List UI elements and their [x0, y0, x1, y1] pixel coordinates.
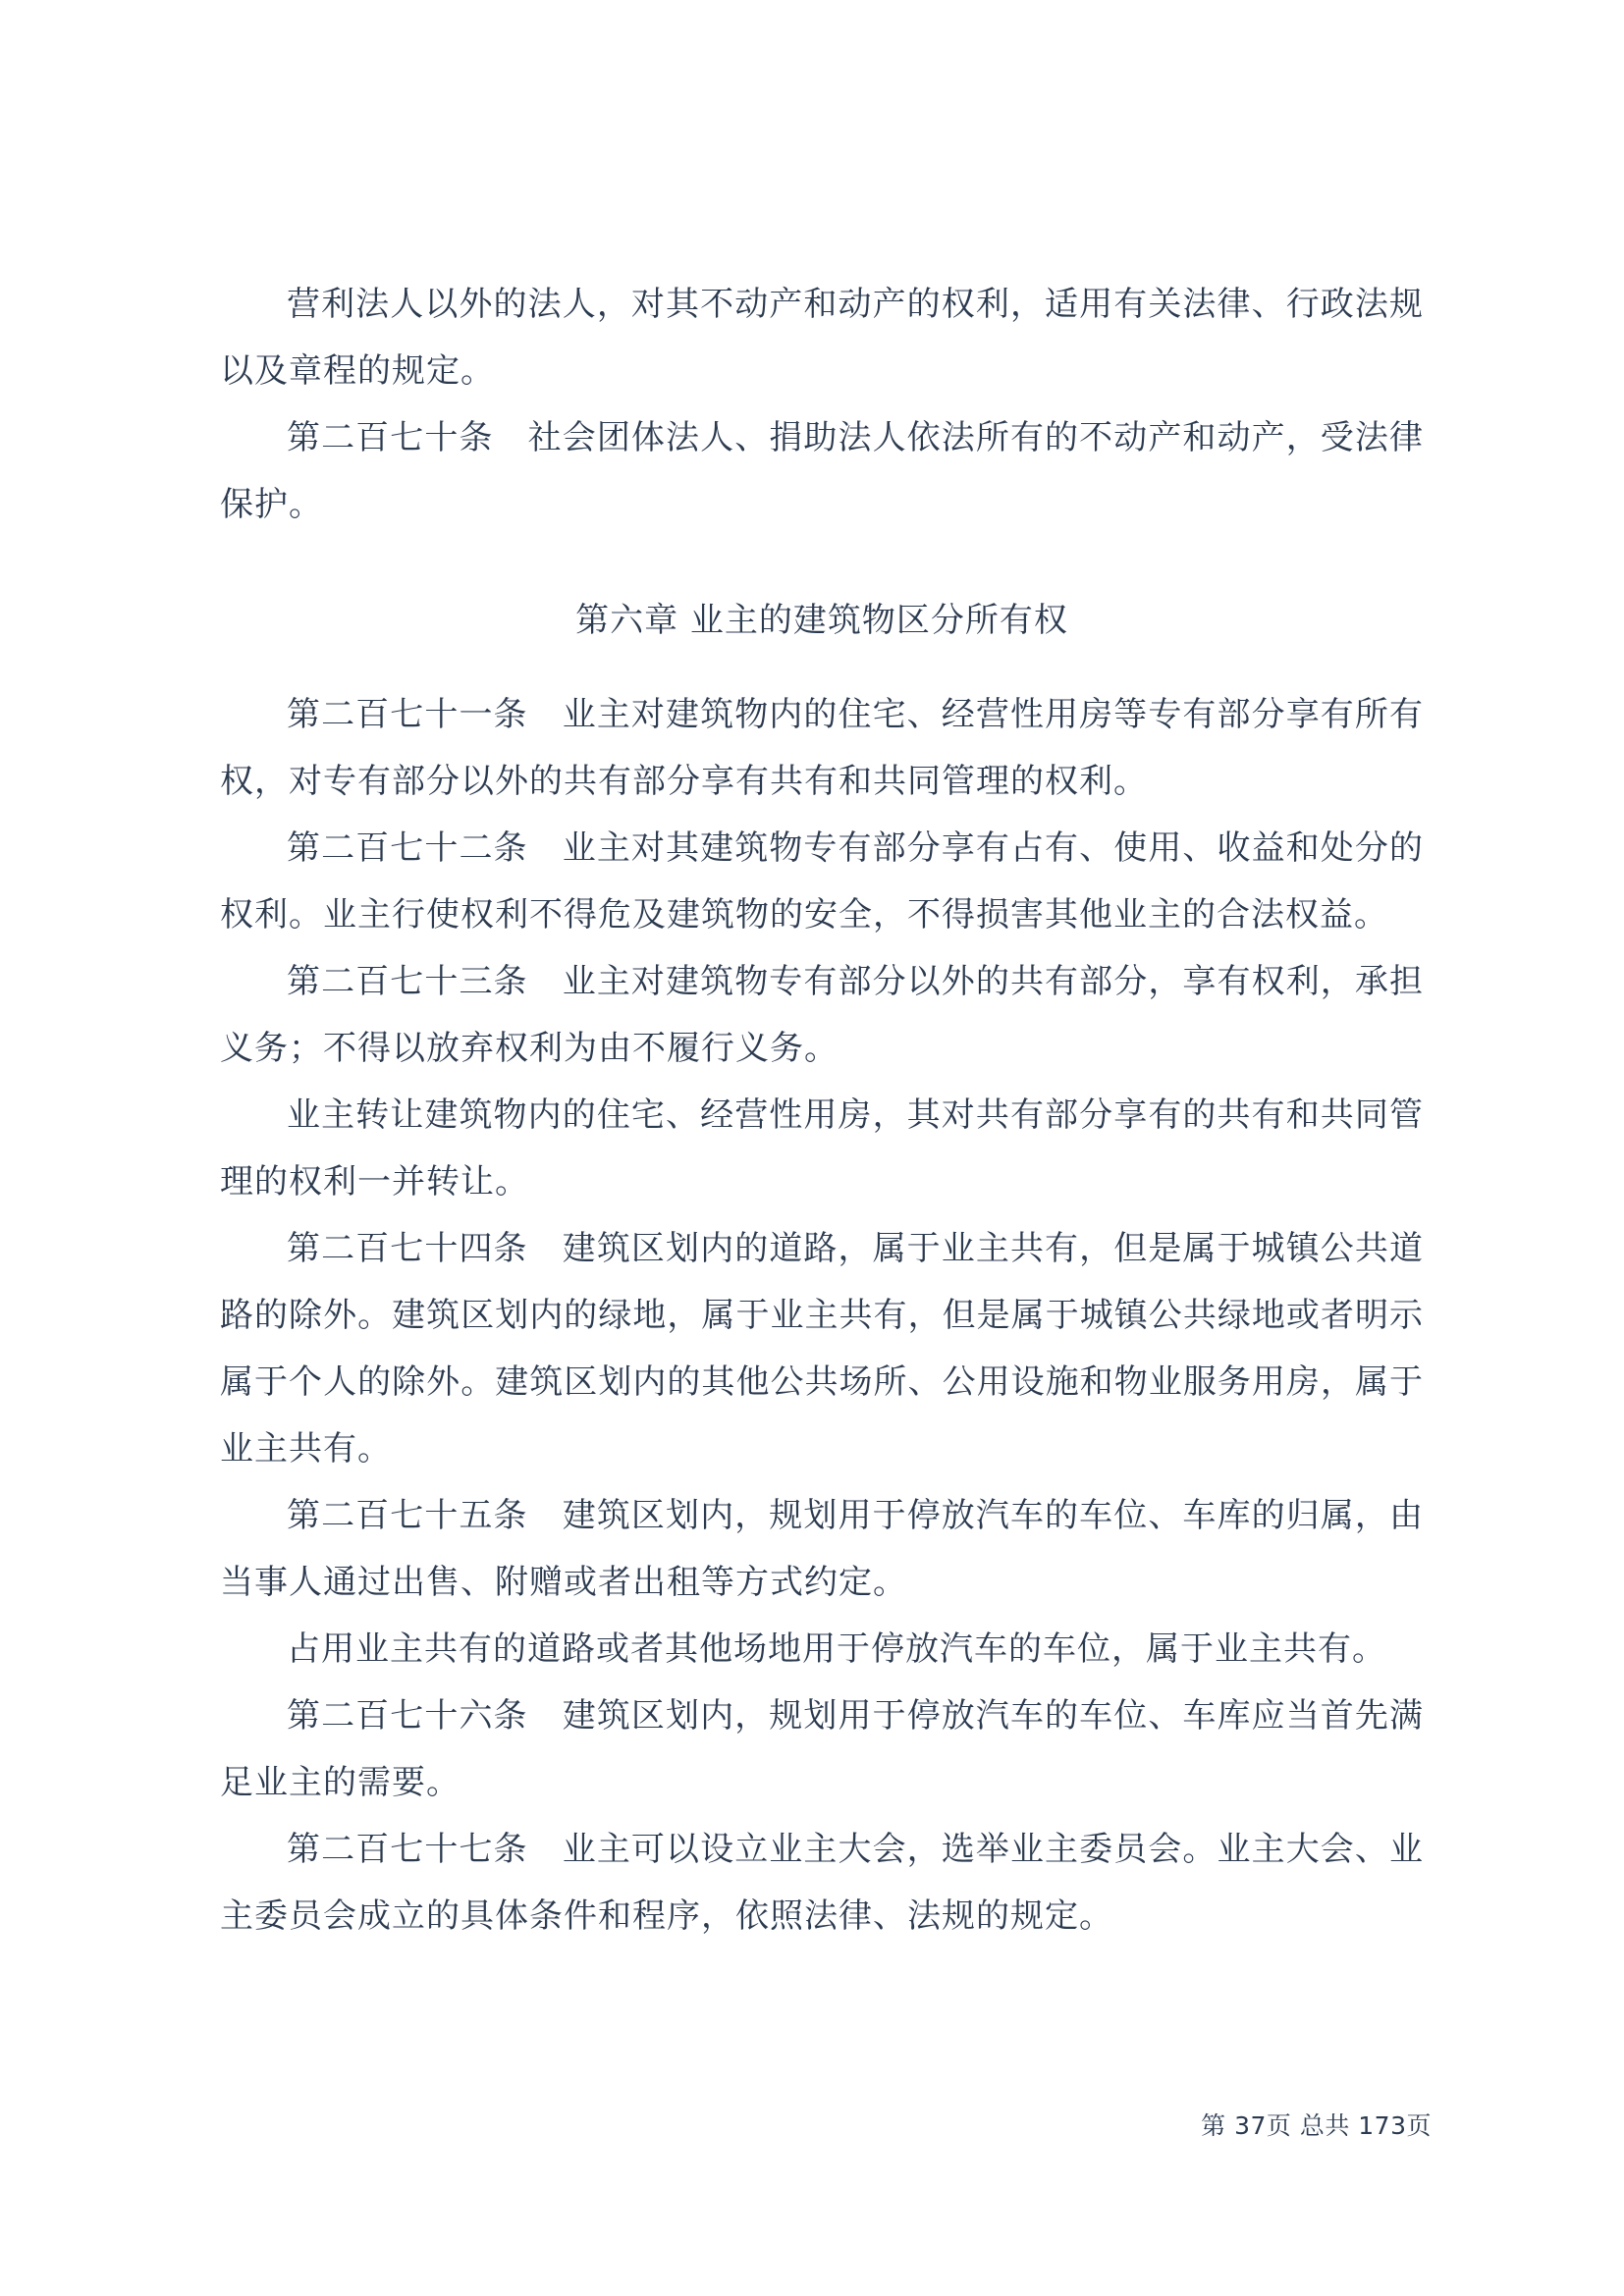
paragraph-article-275: 第二百七十五条 建筑区划内，规划用于停放汽车的车位、车库的归属，由当事人通过出售、附赠或者出租等方式约定。 [220, 1496, 1424, 1602]
chapter-heading: 第六章 业主的建筑物区分所有权 [575, 601, 1068, 640]
paragraph-article-271: 第二百七十一条 业主对建筑物内的住宅、经营性用房等专有部分享有所有权，对专有部分以外的共有部分享有共有和共同管理的权利。 [220, 695, 1424, 801]
paragraph: 营利法人以外的法人，对其不动产和动产的权利，适用有关法律、行政法规以及章程的规定。 [220, 285, 1424, 391]
paragraph-article-277: 第二百七十七条 业主可以设立业主大会，选举业主委员会。业主大会、业主委员会成立的具体条件和程序，依照法律、法规的规定。 [220, 1830, 1424, 1936]
paragraph-article-272: 第二百七十二条 业主对其建筑物专有部分享有占有、使用、收益和处分的权利。业主行使权利不得危及建筑物的安全，不得损害其他业主的合法权益。 [220, 828, 1424, 934]
page-number-footer: 第 37页 总共 173页 [1201, 2111, 1432, 2140]
paragraph: 占用业主共有的道路或者其他场地用于停放汽车的车位，属于业主共有。 [287, 1629, 1386, 1669]
paragraph-article-270: 第二百七十条 社会团体法人、捐助法人依法所有的不动产和动产，受法律保护。 [220, 418, 1424, 524]
paragraph-article-274: 第二百七十四条 建筑区划内的道路，属于业主共有，但是属于城镇公共道路的除外。建筑区划内的绿地，属于业主共有，但是属于城镇公共绿地或者明示属于个人的除外。建筑区划内的其他公共场所、公用设施和物业服务用房，属于业主共有。 [220, 1229, 1424, 1468]
document-body [220, 271, 1424, 1949]
paragraph: 业主转让建筑物内的住宅、经营性用房，其对共有部分享有的共有和共同管理的权利一并转让。 [220, 1095, 1424, 1201]
paragraph-article-273: 第二百七十三条 业主对建筑物专有部分以外的共有部分，享有权利，承担义务；不得以放弃权利为由不履行义务。 [220, 962, 1424, 1068]
paragraph-article-276: 第二百七十六条 建筑区划内，规划用于停放汽车的车位、车库应当首先满足业主的需要。 [220, 1696, 1424, 1802]
